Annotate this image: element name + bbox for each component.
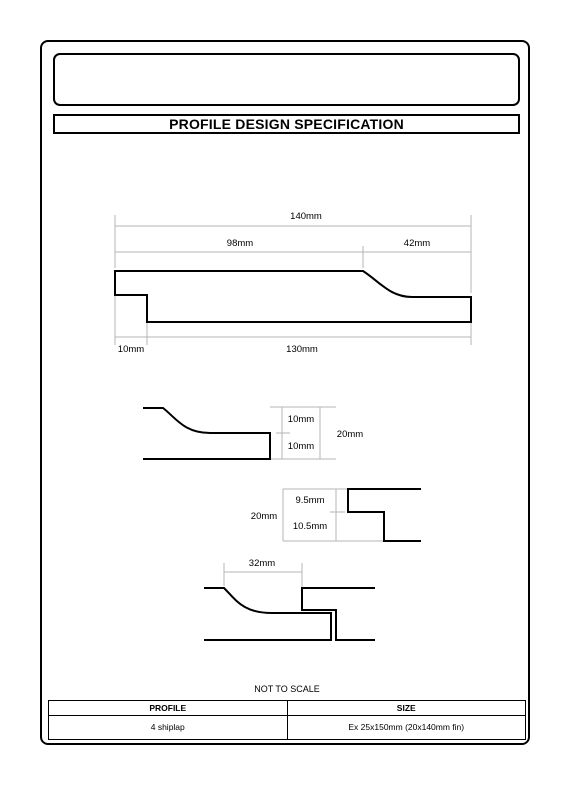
dim-rebate-total: 20mm [250, 511, 278, 522]
dim-lip-lower: 10mm [287, 441, 315, 452]
dim-rebate-upper: 9.5mm [295, 495, 325, 506]
dim-overall-width: 140mm [290, 211, 322, 222]
dim-overlap: 32mm [248, 558, 276, 569]
board-profile-outline [115, 271, 471, 322]
dim-rebate-width: 10mm [117, 344, 145, 355]
dim-lip-total: 20mm [336, 429, 364, 440]
dim-face-width: 130mm [286, 344, 318, 355]
profile-value: 4 shiplap [49, 715, 288, 739]
dim-flat-width: 98mm [226, 238, 254, 249]
dim-rebate-lower: 10.5mm [292, 521, 328, 532]
rebate-detail-outline [348, 489, 421, 541]
overlap-detail-upper [204, 588, 331, 640]
profile-header: PROFILE [49, 701, 288, 716]
size-value: Ex 25x150mm (20x140mm fin) [287, 715, 526, 739]
lip-detail-outline [143, 408, 270, 459]
spec-table [48, 700, 526, 740]
dim-curve-width: 42mm [403, 238, 431, 249]
scale-note: NOT TO SCALE [254, 684, 320, 694]
size-header: SIZE [287, 701, 526, 716]
page-title: PROFILE DESIGN SPECIFICATION [53, 114, 520, 134]
dim-lip-upper: 10mm [287, 414, 315, 425]
